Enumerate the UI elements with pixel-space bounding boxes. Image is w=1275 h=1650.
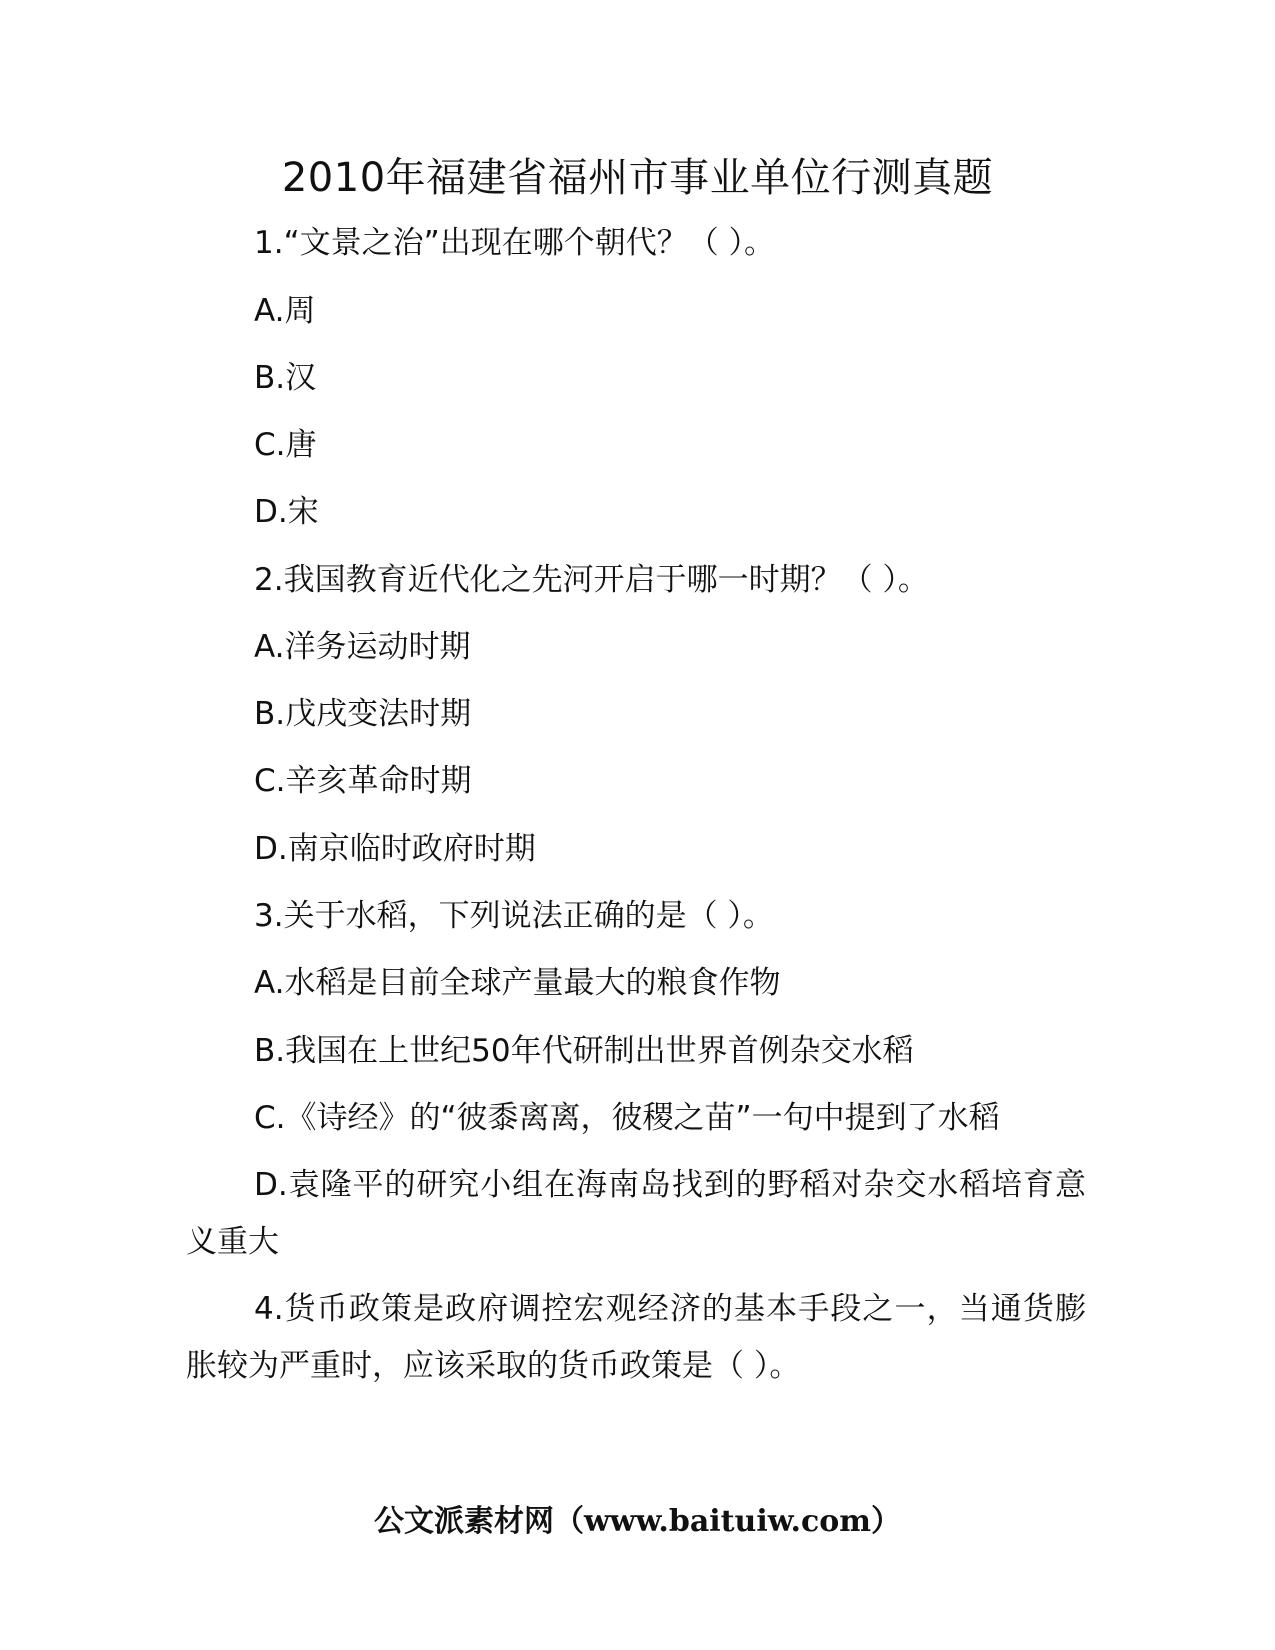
- question-3: 3.关于水稻，下列说法正确的是（ ）。: [254, 898, 774, 934]
- question-1-option-a: A.周: [254, 293, 316, 329]
- question-1-option-d: D.宋: [254, 494, 319, 530]
- question-3-option-b: B.我国在上世纪50年代研制出世界首例杂交水稻: [254, 1033, 914, 1069]
- question-3-option-c: C.《诗经》的“彼黍离离，彼稷之苗”一句中提到了水稻: [254, 1100, 1000, 1136]
- question-2-option-b: B.戊戌变法时期: [254, 696, 472, 732]
- question-4: 4.货币政策是政府调控宏观经济的基本手段之一，当通货膨胀较为严重时，应该采取的货币政策是（ ）。: [186, 1291, 1086, 1384]
- question-1-option-b: B.汉: [254, 360, 317, 396]
- document-title: 2010年福建省福州市事业单位行测真题: [281, 155, 994, 201]
- question-3-option-a: A.水稻是目前全球产量最大的粮食作物: [254, 965, 781, 1001]
- question-3-option-d: D.袁隆平的研究小组在海南岛找到的野稻对杂交水稻培育意义重大: [186, 1167, 1086, 1260]
- question-2-option-c: C.辛亥革命时期: [254, 763, 472, 799]
- question-1-option-c: C.唐: [254, 427, 317, 463]
- question-2-option-d: D.南京临时政府时期: [254, 831, 536, 867]
- question-2-option-a: A.洋务运动时期: [254, 629, 471, 665]
- question-1: 1.“文景之治”出现在哪个朝代？（ ）。: [254, 225, 776, 261]
- footer-source: 公文派素材网（www.baituiw.com）: [373, 1504, 902, 1539]
- question-2: 2.我国教育近代化之先河开启于哪一时期？（ ）。: [254, 562, 929, 598]
